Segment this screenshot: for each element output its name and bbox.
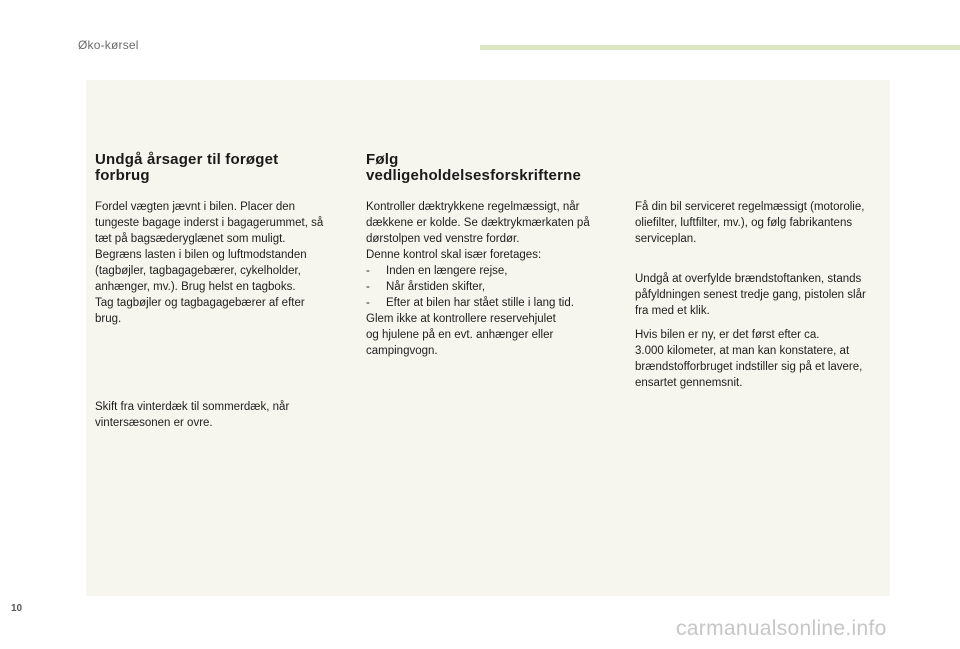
text-line: påfyldningen senest tredje gang, pistolen slår	[635, 289, 866, 301]
page-number: 10	[11, 603, 23, 614]
text-line: Tag tagbøjler og tagbagagebærer af efter	[95, 297, 305, 309]
text-line: (tagbøjler, tagbagagebærer, cykelholder,	[95, 265, 301, 277]
text-line: oliefilter, luftfilter, mv.), og følg fabrikantens	[635, 217, 853, 229]
text-line: Denne kontrol skal især foretages:	[366, 249, 542, 261]
paragraph-service	[635, 199, 885, 247]
paragraph-tyre-change	[95, 399, 345, 431]
heading-line: Følg	[366, 151, 399, 168]
heading-line: Undgå årsager til forøget	[95, 151, 279, 168]
list-item	[366, 263, 616, 279]
text-line: serviceplan.	[635, 233, 697, 245]
text-line: Begræns lasten i bilen og luftmodstanden	[95, 249, 307, 261]
heading-line: forbrug	[95, 167, 150, 184]
list-marker: -	[366, 297, 370, 309]
text-line: Fordel vægten jævnt i bilen. Placer den	[95, 201, 296, 213]
paragraph-new-car	[635, 327, 885, 391]
text-line: Glem ikke at kontrollere reservehjulet	[366, 313, 556, 325]
list-item-text: Efter at bilen har stået stille i lang tid.	[386, 297, 574, 309]
list-item-text: Når årstiden skifter,	[386, 281, 486, 293]
text-line: og hjulene på en evt. anhænger eller	[366, 329, 554, 341]
text-line: Få din bil serviceret regelmæssigt (motorolie,	[635, 201, 865, 213]
text-line: 3.000 kilometer, at man kan konstatere, at	[635, 345, 850, 357]
text-line: Undgå at overfylde brændstoftanken, stands	[635, 273, 862, 285]
header-accent-bar	[480, 45, 960, 50]
text-line: fra med et klik.	[635, 305, 710, 317]
section-title: Øko-kørsel	[78, 38, 139, 52]
list-item-text: Inden en længere rejse,	[386, 265, 508, 277]
heading-line: vedligeholdelsesforskrifterne	[366, 167, 582, 184]
text-line: tungeste bagage inderst i bagagerummet, så	[95, 217, 324, 229]
watermark: carmanualsonline.info	[676, 617, 887, 640]
text-line: dørstolpen ved venstre fordør.	[366, 233, 520, 245]
text-line: brændstofforbruget indstiller sig på et lavere,	[635, 361, 863, 373]
text-line: ensartet gennemsnit.	[635, 377, 743, 389]
text-line: Hvis bilen er ny, er det først efter ca.	[635, 329, 820, 341]
list-item	[366, 279, 616, 295]
text-line: tæt på bagsæderyglænet som muligt.	[95, 233, 286, 245]
paragraph-tyre-pressure	[366, 199, 616, 359]
list-marker: -	[366, 265, 370, 277]
text-line: Skift fra vinterdæk til sommerdæk, når	[95, 401, 290, 413]
text-line: dækkene er kolde. Se dæktrykmærkaten på	[366, 217, 590, 229]
paragraph-load-distribution	[95, 199, 345, 327]
text-line: vintersæsonen er ovre.	[95, 417, 213, 429]
text-line: anhænger, mv.). Brug helst en tagboks.	[95, 281, 296, 293]
list-item	[366, 295, 616, 311]
text-line: Kontroller dæktrykkene regelmæssigt, når	[366, 201, 580, 213]
text-line: campingvogn.	[366, 345, 438, 357]
list-marker: -	[366, 281, 370, 293]
paragraph-fuel-tank	[635, 271, 885, 319]
heading-maintenance	[366, 152, 616, 184]
heading-avoid-consumption	[95, 152, 325, 184]
text-line: brug.	[95, 313, 122, 325]
